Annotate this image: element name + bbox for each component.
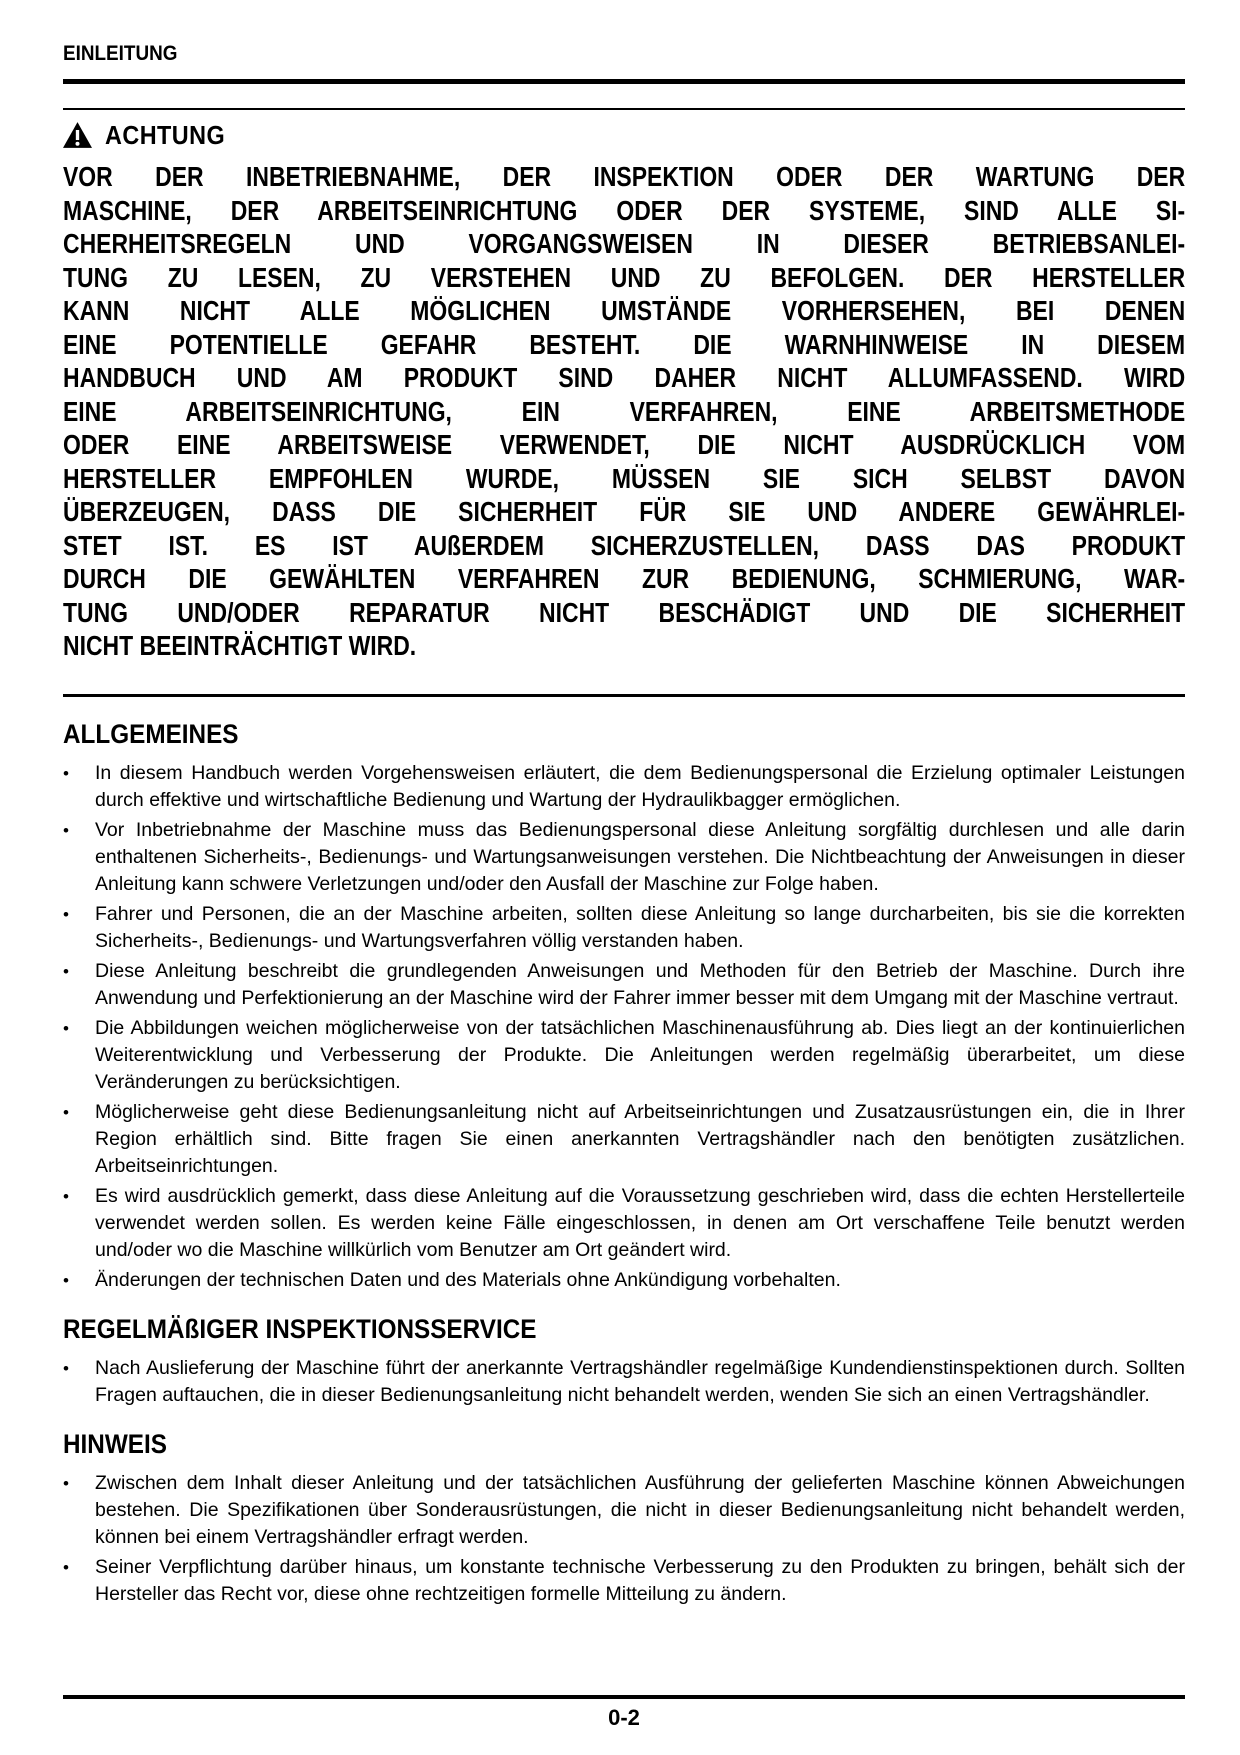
bullet-text: Zwischen dem Inhalt dieser Anleitung und der tatsächlichen Ausführung der gelieferten Maschine können Abweichungen bestehen. Die Spezifikationen über Sonderausrüstungen, die nicht in dieser Bedienungsanleitung nicht behandelt werden, können bei einem Vertragshändler erfragt werden. bbox=[95, 1471, 1185, 1548]
inspektionsservice-bullet-list bbox=[63, 1355, 1185, 1409]
bullet-text: Seiner Verpflichtung darüber hinaus, um konstante technische Verbesserung zu den Produkten zu bringen, behält sich der Hersteller das Recht vor, diese ohne rechtzeitigen formelle Mitteilung zu ändern. bbox=[95, 1555, 1185, 1605]
bullet-item bbox=[63, 1099, 1185, 1180]
section-title-allgemeines bbox=[63, 719, 1185, 749]
bullet-text: Die Abbildungen weichen möglicherweise von der tatsächlichen Maschinenausführung ab. Dies liegt an der kontinuierlichen Weiterentwicklung und Verbesserung der Produkte. Die Anleitungen werden regelmäßig überarbeitet, um diese Veränderungen zu berücksichtigen. bbox=[95, 1016, 1185, 1093]
bullet-marker: • bbox=[63, 961, 69, 981]
bullet-item bbox=[63, 760, 1185, 814]
warning-line: KANN NICHT ALLE MÖGLICHEN UMSTÄNDE VORHERSEHEN, BEI DENEN bbox=[63, 295, 1186, 326]
bullet-marker: • bbox=[63, 763, 69, 783]
bullet-text: Diese Anleitung beschreibt die grundlegenden Anweisungen und Methoden für den Betrieb der Maschine. Durch ihre Anwendung und Perfektionierung an der Maschine wird der Fahrer immer besser mit dem Umgang mit der Maschine vertraut. bbox=[95, 959, 1185, 1009]
bullet-marker: • bbox=[63, 1270, 69, 1290]
page-number: 0-2 bbox=[608, 1705, 640, 1730]
warning-line: EINE ARBEITSEINRICHTUNG, EIN VERFAHREN, EINE ARBEITSMETHODE bbox=[63, 395, 1186, 427]
bullet-marker: • bbox=[63, 1358, 69, 1378]
bullet-item bbox=[63, 1015, 1185, 1096]
warning-section bbox=[63, 108, 1185, 697]
warning-body bbox=[63, 160, 1185, 663]
section-allgemeines bbox=[63, 719, 1185, 1294]
bullet-item bbox=[63, 901, 1185, 955]
warning-bottom-rule bbox=[63, 694, 1185, 697]
footer-rule bbox=[63, 1695, 1185, 1699]
warning-line: CHERHEITSREGELN UND VORGANGSWEISEN IN DIESER BETRIEBSANLEI- bbox=[63, 228, 1186, 259]
warning-line: TUNG ZU LESEN, ZU VERSTEHEN UND ZU BEFOLGEN. DER HERSTELLER bbox=[63, 261, 1186, 293]
header-rule bbox=[63, 79, 1185, 84]
warning-line: EINE POTENTIELLE GEFAHR BESTEHT. DIE WARNHINWEISE IN DIESEM bbox=[63, 328, 1186, 360]
running-header-text: EINLEITUNG bbox=[63, 42, 178, 65]
page-footer bbox=[63, 1695, 1185, 1731]
bullet-item bbox=[63, 1554, 1185, 1608]
section-title-text: ALLGEMEINES bbox=[63, 718, 239, 749]
bullet-marker: • bbox=[63, 1473, 69, 1493]
hinweis-bullet-list bbox=[63, 1470, 1185, 1608]
bullet-text: Änderungen der technischen Daten und des Materials ohne Ankündigung vorbehalten. bbox=[95, 1268, 841, 1291]
bullet-marker: • bbox=[63, 904, 69, 924]
warning-top-rule bbox=[63, 108, 1185, 110]
section-hinweis bbox=[63, 1429, 1185, 1608]
warning-line: TUNG UND/ODER REPARATUR NICHT BESCHÄDIGT UND DIE SICHERHEIT bbox=[63, 596, 1186, 628]
warning-line: MASCHINE, DER ARBEITSEINRICHTUNG ODER DER SYSTEME, SIND ALLE SI- bbox=[63, 194, 1186, 226]
warning-line: NICHT BEEINTRÄCHTIGT WIRD. bbox=[63, 630, 417, 661]
bullet-marker: • bbox=[63, 1018, 69, 1038]
bullet-text: Vor Inbetriebnahme der Maschine muss das Bedienungspersonal diese Anleitung sorgfältig durchlesen und alle darin enthaltenen Sicherheits-, Bedienungs- und Wartungsanweisungen verstehen. Die Nichtbeachtung der Anweisungen in dieser Anleitung kann schwere Verletzungen und/oder den Ausfall der Maschine zur Folge haben. bbox=[95, 818, 1185, 895]
bullet-item bbox=[63, 1355, 1185, 1409]
bullet-item bbox=[63, 817, 1185, 898]
bullet-text: Fahrer und Personen, die an der Maschine arbeiten, sollten diese Anleitung so lange durcharbeiten, bis sie die korrekten Sicherheits-, Bedienungs- und Wartungsverfahren völlig verstanden haben. bbox=[95, 902, 1185, 952]
bullet-item bbox=[63, 1470, 1185, 1551]
section-title-inspektionsservice bbox=[63, 1314, 1185, 1344]
warning-line: DURCH DIE GEWÄHLTEN VERFAHREN ZUR BEDIENUNG, SCHMIERUNG, WAR- bbox=[63, 563, 1186, 594]
warning-line: HANDBUCH UND AM PRODUKT SIND DAHER NICHT ALLUMFASSEND. WIRD bbox=[63, 362, 1186, 393]
bullet-text: Möglicherweise geht diese Bedienungsanleitung nicht auf Arbeitseinrichtungen und Zusatzausrüstungen ein, die in Ihrer Region erhältlich sind. Bitte fragen Sie einen anerkannten Vertragshändler nach den benötigten zusätzlichen. Arbeitseinrichtungen. bbox=[95, 1100, 1185, 1177]
warning-line: STET IST. ES IST AUßERDEM SICHERZUSTELLEN, DASS DAS PRODUKT bbox=[63, 529, 1186, 561]
section-title-text: REGELMÄßIGER INSPEKTIONSSERVICE bbox=[63, 1313, 537, 1344]
bullet-text: Nach Auslieferung der Maschine führt der anerkannte Vertragshändler regelmäßige Kundendienstinspektionen durch. Sollten Fragen auftauchen, die in dieser Bedienungsanleitung nicht behandelt werden, wenden Sie sich an einen Vertragshändler. bbox=[95, 1356, 1185, 1406]
bullet-item bbox=[63, 1267, 1185, 1294]
warning-line: ÜBERZEUGEN, DASS DIE SICHERHEIT FÜR SIE UND ANDERE GEWÄHRLEI- bbox=[63, 496, 1186, 527]
running-header bbox=[63, 42, 1185, 66]
bullet-item bbox=[63, 958, 1185, 1012]
warning-title-row bbox=[63, 119, 1185, 151]
bullet-item bbox=[63, 1183, 1185, 1264]
allgemeines-bullet-list bbox=[63, 760, 1185, 1294]
bullet-text: Es wird ausdrücklich gemerkt, dass diese Anleitung auf die Voraussetzung geschrieben wird, dass die echten Herstellerteile verwendet werden sollen. Es werden keine Fälle eingeschlossen, in denen am Ort verschaffene Teile benutzt werden und/oder wo die Maschine willkürlich vom Benutzer am Ort geändert wird. bbox=[95, 1184, 1185, 1261]
section-title-hinweis bbox=[63, 1429, 1185, 1459]
section-title-text: HINWEIS bbox=[63, 1428, 167, 1459]
bullet-marker: • bbox=[63, 820, 69, 840]
bullet-marker: • bbox=[63, 1557, 69, 1577]
warning-triangle-icon bbox=[63, 122, 92, 148]
bullet-marker: • bbox=[63, 1186, 69, 1206]
warning-line: HERSTELLER EMPFOHLEN WURDE, MÜSSEN SIE SICH SELBST DAVON bbox=[63, 462, 1186, 494]
bullet-marker: • bbox=[63, 1102, 69, 1122]
warning-title-text: ACHTUNG bbox=[105, 119, 226, 150]
warning-line: ODER EINE ARBEITSWEISE VERWENDET, DIE NICHT AUSDRÜCKLICH VOM bbox=[63, 429, 1186, 460]
bullet-text: In diesem Handbuch werden Vorgehensweisen erläutert, die dem Bedienungspersonal die Erzielung optimaler Leistungen durch effektive und wirtschaftliche Bedienung und Wartung der Hydraulikbagger ermöglichen. bbox=[95, 761, 1185, 811]
warning-title bbox=[105, 120, 239, 151]
warning-line: VOR DER INBETRIEBNAHME, DER INSPEKTION ODER DER WARTUNG DER bbox=[63, 161, 1186, 192]
section-inspektionsservice bbox=[63, 1314, 1185, 1409]
